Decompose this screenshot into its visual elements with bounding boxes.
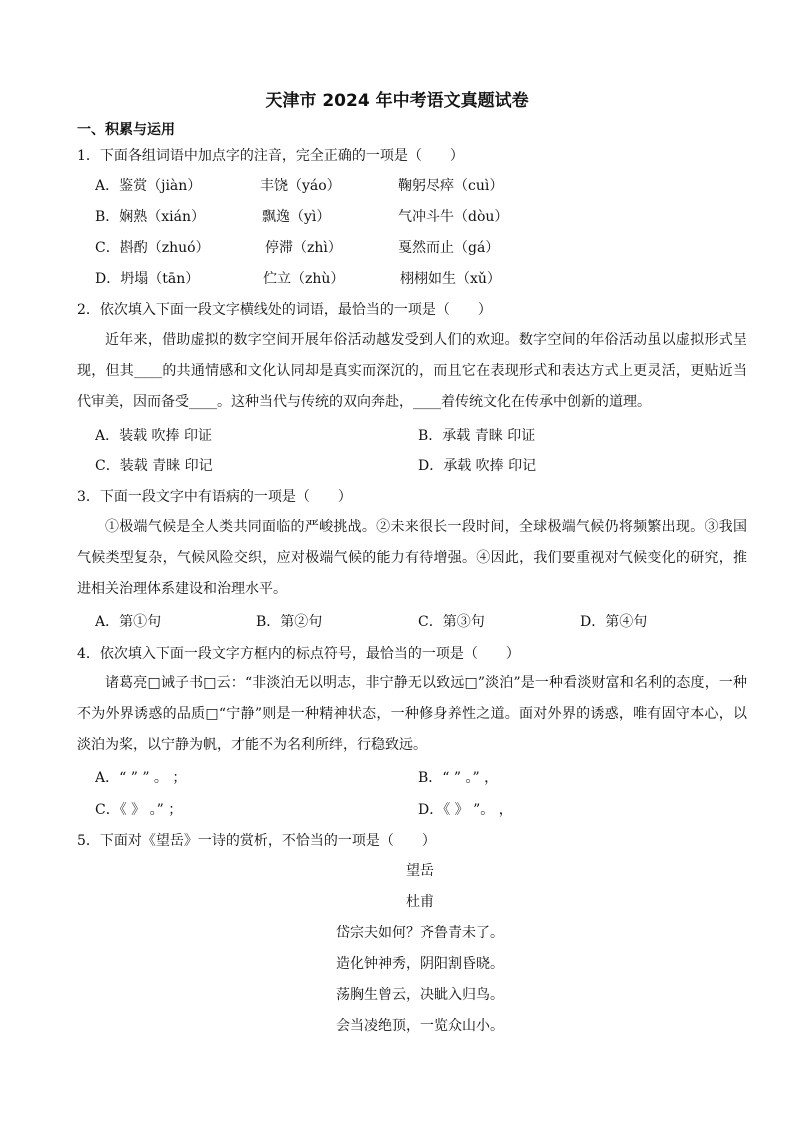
question-1-stem: 1．下面各组词语中加点字的注音，完全正确的一项是（ ） [77,148,464,164]
q1-option-c-word1: C．斟酌（zhuó） [95,240,210,256]
q2-option-a: A．装载 吹捧 印证 [95,428,213,444]
q3-option-b: B．第②句 [256,614,323,630]
question-2-passage: 近年来，借助虚拟的数字空间开展年俗活动越发受到人们的欢迎。数字空间的年俗活动虽以虚拟形式呈现，但其____的共通情感和文化认同却是真实而深沉的，而且它在表现形式和表达方式上更灵活，更贴近当代审美，因而备受____。这种当代与传统的双向奔赴，____着传统文化在传承中创新的道理。 [77,332,747,410]
q3-option-a: A．第①句 [95,614,162,630]
q4-option-a: A．“ ” ” 。 ； [95,770,187,786]
poem-title: 望岳 [406,863,434,879]
q1-option-c-word2: 停滞（zhì） [265,240,342,256]
q1-option-a-word2: 丰饶（yáo） [260,178,341,194]
page-title: 天津市 2024 年中考语文真题试卷 [265,91,529,111]
poem-author: 杜甫 [406,894,434,910]
q1-option-a-word1: A．鉴赏（jiàn） [95,178,202,194]
q2-option-b: B．承载 青睐 印证 [418,428,536,444]
question-5-stem: 5．下面对《望岳》一诗的赏析，不恰当的一项是（ ） [77,833,436,849]
q4-option-d: D．《 》 ”。 ， [418,802,513,818]
q1-option-a-word3: 鞠躬尽瘁（cuì） [398,178,504,194]
q2-option-d: D．承载 吹捧 印记 [418,458,537,474]
q2-option-c: C．装载 青睐 印记 [95,458,213,474]
poem-line: 造化钟神秀，阴阳割昏晓。 [336,956,504,972]
q4-option-b: B．“ ” 。” ， [418,770,499,786]
q1-option-b-word2: 飘逸（yì） [262,209,331,225]
poem-line: 会当凌绝顶，一览众山小。 [336,1018,504,1034]
q1-option-c-word3: 戛然而止（gá） [398,240,500,256]
question-4-stem: 4．依次填入下面一段文字方框内的标点符号，最恰当的一项是（ ） [77,646,520,662]
q1-option-d-word1: D．坍塌（tān） [95,271,200,287]
q1-option-d-word2: 伫立（zhù） [263,271,345,287]
question-3-stem: 3．下面一段文字中有语病的一项是（ ） [77,489,352,505]
section-heading: 一、积累与运用 [77,122,175,138]
q1-option-b-word3: 气冲斗牛（dòu） [398,209,509,225]
poem-line: 岱宗夫如何？齐鲁青未了。 [336,925,504,941]
q3-option-c: C．第③句 [418,614,485,630]
q1-option-b-word1: B．娴熟（xián） [95,209,206,225]
q4-option-c: C．《 》 。” ； [95,802,183,818]
question-3-passage: ①极端气候是全人类共同面临的严峻挑战。②未来很长一段时间，全球极端气候仍将频繁出现。③我国气候类型复杂，气候风险交织，应对极端气候的能力有待增强。④因此，我们要重视对气候变化的研究，推进相关治理体系建设和治理水平。 [77,519,747,597]
poem-line: 荡胸生曾云，决眦入归鸟。 [336,987,504,1003]
question-4-passage: 诸葛亮□诫子书□云：“非淡泊无以明志，非宁静无以致远□”淡泊”是一种看淡财富和名利的态度，一种不为外界诱惑的品质□“宁静”则是一种精神状态，一种修身养性之道。面对外界的诱惑，唯有固守本心，以淡泊为桨，以宁静为帆，才能不为名利所绊，行稳致远。 [77,675,747,753]
q1-option-d-word3: 栩栩如生（xǔ） [400,271,501,287]
q3-option-d: D．第④句 [580,614,648,630]
question-2-stem: 2．依次填入下面一段文字横线处的词语，最恰当的一项是（ ） [77,302,492,318]
